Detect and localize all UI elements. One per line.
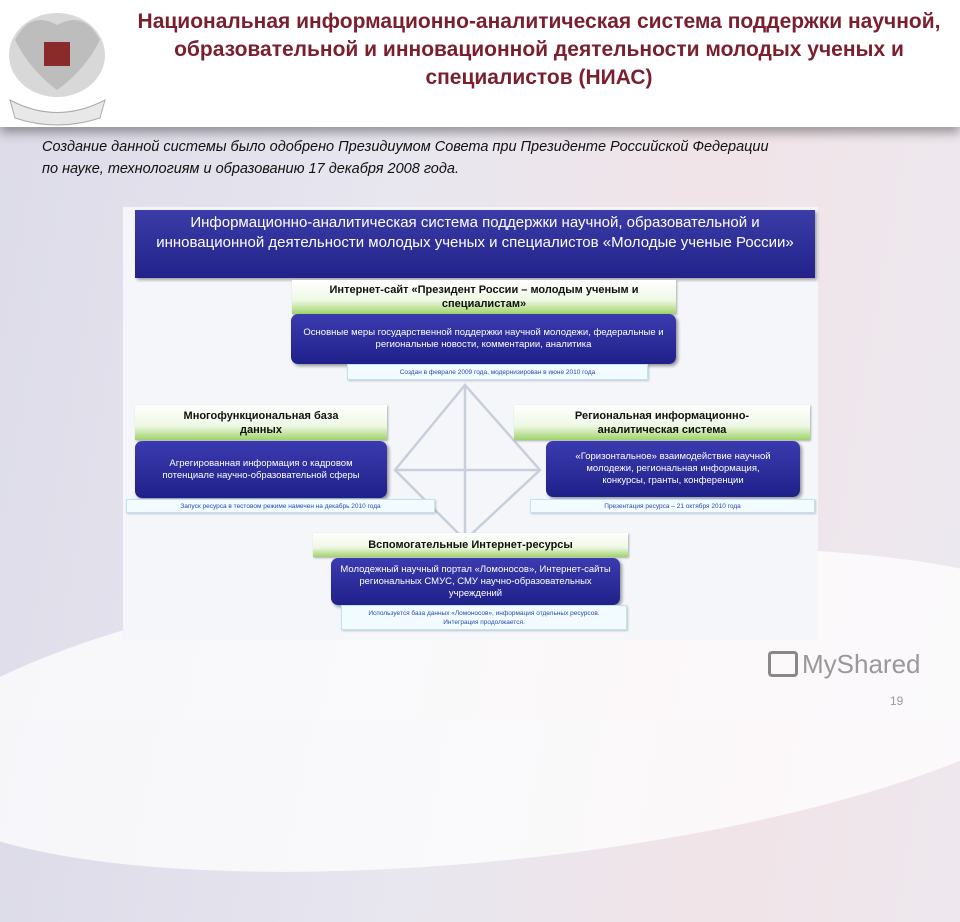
subtitle-line: по науке, технологиям и образованию 17 декабря 2008 года. (42, 161, 459, 177)
top-note: Создан в феврале 2009 года, модернизирован в июне 2010 года (347, 364, 648, 380)
page-number: 19 (890, 694, 904, 708)
left-note: Запуск ресурса в тестовом режиме намечен на декабрь 2010 года (126, 499, 435, 513)
bottom-note: Используется база данных «Ломоносов», информация отдельных ресурсов. Интеграция продолжается. (341, 605, 627, 630)
left-body: Агрегированная информация о кадровом потенциале научно-образовательной сферы (135, 441, 387, 498)
bottom-body: Молодежный научный портал «Ломоносов», Интернет-сайты региональных СМУС, СМУ научно-образовательных учреждений (331, 558, 620, 605)
right-body: «Горизонтальное» взаимодействие научной молодежи, региональная информация, конкурсы, гранты, конференции (546, 441, 800, 497)
watermark-text: MyShared (802, 649, 921, 679)
right-note: Презентация ресурса – 21 октября 2010 года (530, 499, 815, 513)
bottom-header: Вспомогательные Интернет-ресурсы (313, 533, 628, 557)
left-header: Многофункциональная база данных (135, 405, 387, 440)
right-header: Региональная информационно-аналитическая система (514, 405, 810, 440)
page-title: Национальная информационно-аналитическая система поддержки научной, образовательной и инновационной деятельности молодых ученых и специалистов (НИАС) (137, 10, 941, 89)
diagram-banner: Информационно-аналитическая система поддержки научной, образовательной и инновационной деятельности молодых ученых и специалистов «Молодые ученые России» (135, 210, 815, 278)
top-body: Основные меры государственной поддержки научной молодежи, федеральные и региональные новости, комментарии, аналитика (291, 314, 676, 364)
top-header: Интернет-сайт «Президент России – молодым ученым и специалистам» (292, 280, 676, 314)
watermark (768, 648, 921, 680)
subtitle-line: Создание данной системы было одобрено Президиумом Совета при Президенте Российской Федерации (42, 139, 769, 155)
watermark-icon (768, 651, 798, 677)
